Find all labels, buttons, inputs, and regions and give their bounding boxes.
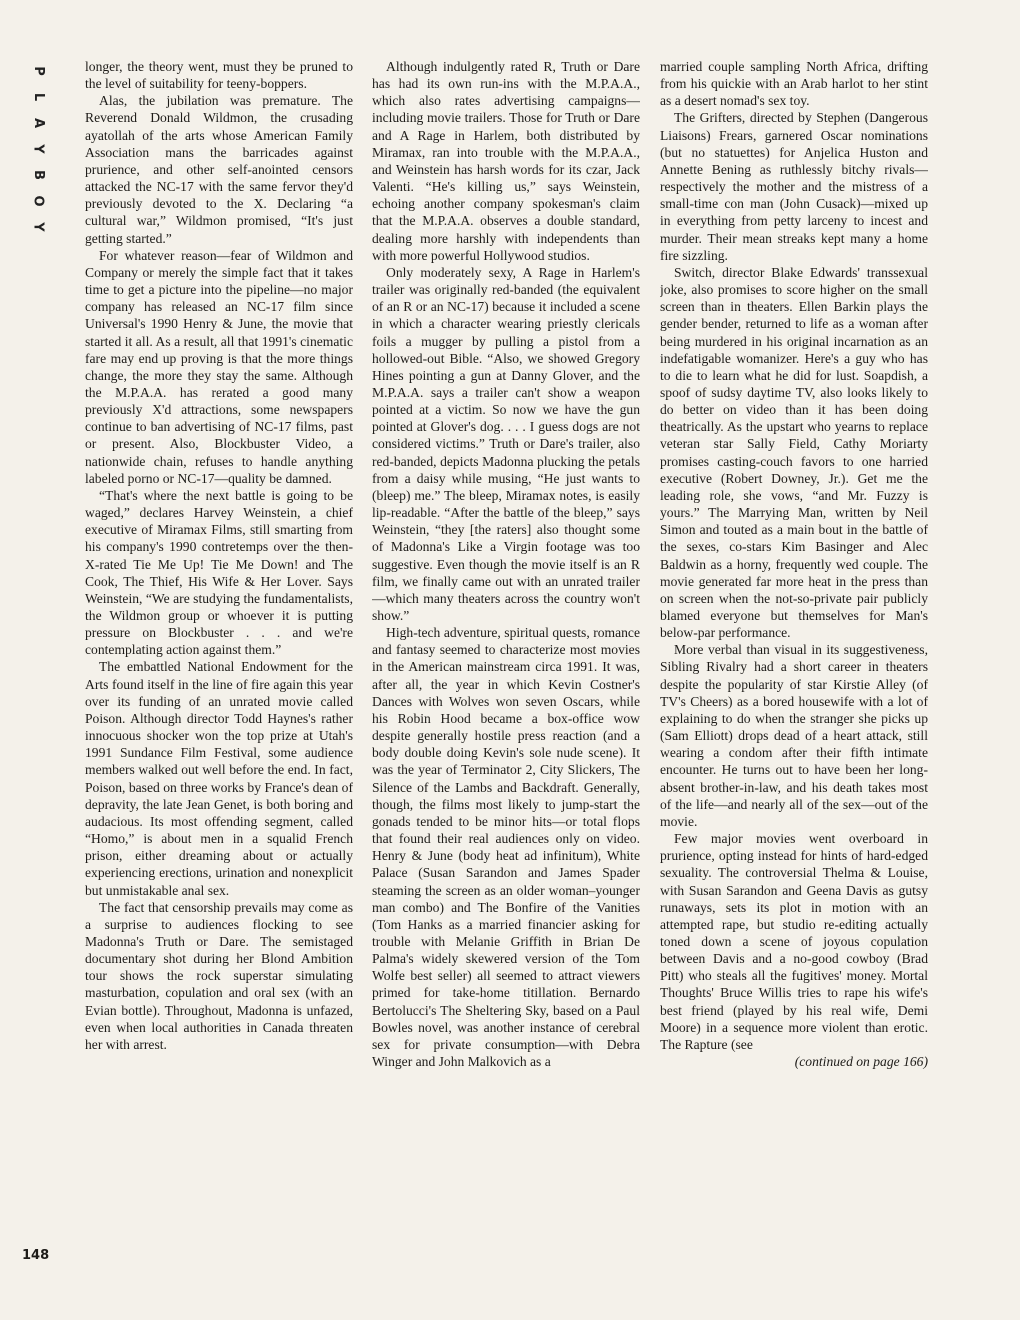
paragraph: Alas, the jubilation was premature. The Reverend Donald Wildmon, the crusading ayatollah of the arts whose American Family Association mans the barricades against prurience, and other self-anointed censors attacked the NC-17 with the same fervor they'd previously devoted to the X. Declaring “a cultural war,” Wildmon promised, “It's just getting started.”: [85, 93, 353, 246]
masthead-letter: L: [30, 92, 46, 102]
paragraph: High-tech adventure, spiritual quests, romance and fantasy seemed to characterize most movies in the American mainstream circa 1991. It was, after all, the year in which Kevin Costner's Dances with Wolves won seven Oscars, while his Robin Hood became a box-office wow despite generally hostile press reaction (and a body double doing Kevin's sole nude scene). It was the year of Terminator 2, City Slickers, The Silence of the Lambs and Backdraft. Generally, though, the films most likely to jump-start the gonads tended to be minor hits—or total flops that found their real audiences only on video. Henry & June (body heat ad infinitum), White Palace (Susan Sarandon and James Spader steaming the screen as an older woman–younger man combo) and The Bonfire of the Vanities (Tom Hanks as a married financier asking for trouble with Melanie Griffith in Brian De Palma's widely skewered version of the Tom Wolfe best seller) all seemed to attract viewers primed for take-home titillation. Bernardo Bertolucci's The Sheltering Sky, based on a Paul Bowles novel, was another instance of cerebral sex for private consumption—with Debra Winger and John Malkovich as a: [372, 625, 640, 1070]
text-column-3: [660, 58, 928, 1273]
paragraph: Only moderately sexy, A Rage in Harlem's trailer was originally red-banded (the equivalent of an R or an NC-17) because it included a scene in which a character wearing priestly clericals foils a mugger by pulling a pistol from a hollowed-out Bible. “Also, we showed Gregory Hines pointing a gun at Danny Glover, and the M.P.A.A. says a trailer can't show a weapon pointed at a victim. So now we have the gun pointed at Glover's dog. . . . I guess dogs are not considered victims.” Truth or Dare's trailer, also red-banded, depicts Madonna plucking the petals from a daisy while musing, “He just wants to (bleep) me.” The bleep, Miramax notes, is easily lip-readable. “After the battle of the bleep,” says Weinstein, “they [the raters] also thought some of Madonna's Like a Virgin footage was too suggestive. Even though the movie itself is an R film, we finally came out with an unrated trailer—which many theaters across the country won't show.”: [372, 264, 640, 623]
paragraph: For whatever reason—fear of Wildmon and Company or merely the simple fact that it takes time to get a picture into the pipeline—no major company has released an NC-17 film since Universal's 1990 Henry & June, the movie that started it all. As a result, all that 1991's cinematic fare may end up proving is that the more things change, the more they stay the same. Although the M.P.A.A. has rerated a good many previously X'd attractions, some newspapers continue to ban advertising of NC-17 films, past or present. Also, Blockbuster Video, a nationwide chain, refuses to handle anything labeled porno or NC-17—quality be damned.: [85, 247, 353, 486]
masthead-letter: Y: [30, 222, 46, 232]
paragraph: More verbal than visual in its suggestiveness, Sibling Rivalry had a short career in theaters despite the popularity of star Kirstie Alley (of TV's Cheers) as a bored housewife with a lot of explaining to do when the stranger she picks up (Sam Elliott) drops dead of a heart attack, still wearing a condom after their fifth intimate encounter. He turns out to have been her long-absent brother-in-law, and his death takes most of the life—and nearly all of the sex—out of the movie.: [660, 642, 928, 829]
paragraph: Although indulgently rated R, Truth or Dare has had its own run-ins with the M.P.A.A., which also rates advertising campaigns—including movie trailers. Those for Truth or Dare and A Rage in Harlem, both distributed by Miramax, ran into trouble with the M.P.A.A., and Weinstein has harsh words for its czar, Jack Valenti. “He's killing us,” says Weinstein, echoing another company spokesman's claim that the M.P.A.A. observes a double standard, dealing more harshly with independents than with more powerful Hollywood studios.: [372, 59, 640, 263]
paragraph: married couple sampling North Africa, drifting from his quickie with an Arab harlot to her stint as a desert nomad's sex toy.: [660, 59, 928, 109]
masthead-letter: A: [31, 117, 46, 129]
paragraph: longer, the theory went, must they be pruned to the level of suitability for teeny-boppers.: [85, 59, 353, 92]
masthead-letter: Y: [30, 144, 46, 154]
paragraph: (continued on page 166): [794, 1054, 928, 1070]
paragraph: The embattled National Endowment for the Arts found itself in the line of fire again this year over its funding of an unrated movie called Poison. Although director Todd Haynes's rather innocuous shocker won the top prize at Utah's 1991 Sundance Film Festival, some audience members walked out well before the end. In fact, Poison, based on three works by France's dean of depravity, the late Jean Genet, is both boring and audacious. Its most offending segment, called “Homo,” is about men in a squalid French prison, either dreaming about or actually experiencing erections, urination and nonexplicit but unmistakable anal sex.: [85, 659, 353, 898]
paragraph: “That's where the next battle is going to be waged,” declares Harvey Weinstein, a chief executive of Miramax Films, still smarting from his company's 1990 contretemps over the then-X-rated Tie Me Up! Tie Me Down! and The Cook, The Thief, His Wife & Her Lover. Says Weinstein, “We are studying the fundamentalists, the Wildmon group or whoever it is putting pressure on Blockbuster . . . and we're contemplating action against them.”: [85, 487, 353, 658]
paragraph: The fact that censorship prevails may come as a surprise to audiences flocking to see Madonna's Truth or Dare. The semistaged documentary shot during her Blond Ambition tour shows the rock superstar simulating masturbation, copulation and oral sex (with an Evian bottle). Throughout, Madonna is unfazed, even when local authorities in Canada threaten her with arrest.: [85, 899, 353, 1052]
text-column-1: [85, 58, 353, 1273]
masthead: [24, 58, 52, 240]
paragraph: The Grifters, directed by Stephen (Dangerous Liaisons) Frears, garnered Oscar nominations (but no statuettes) for Anjelica Huston and Annette Bening as ruthlessly bitchy rivals—respectively the mother and the mistress of a small-time con man (John Cusack)—mixed up in everything from petty larceny to incest and murder. Their mean streaks kept many a home fire sizzling.: [660, 110, 928, 263]
text-column-2: [372, 58, 640, 1273]
paragraph: Few major movies went overboard in prurience, opting instead for hints of hard-edged sexuality. The controversial Thelma & Louise, with Susan Sarandon and Geena Davis as gutsy runaways, sets its plot in motion with an attempted rape, but studio re-editing actually toned down a scene of joyous copulation between Davis and a no-good cowboy (Brad Pitt) who steals all the fugitives' money. Mortal Thoughts' Bruce Willis tries to rape his wife's best friend (played by his real wife, Demi Moore) in a sequence more violent than erotic. The Rapture (see: [660, 831, 928, 1052]
page-number: 148: [22, 1248, 50, 1263]
paragraph: Switch, director Blake Edwards' transsexual joke, also promises to score higher on the small screen than in theaters. Ellen Barkin plays the gender bender, returned to life as a woman after being murdered in his original incarnation as an indefatigable womanizer. Here's a guy who has to die to learn what he did for lust. Soapdish, a spoof of sudsy daytime TV, also looks likely to do better on video than it has been doing theatrically. As the upstart who yearns to replace veteran star Sally Field, Cathy Moriarty promises casting-couch favors to one harried executive (Robert Downey, Jr.). Get me the leading role, she vows, “and Mr. Fuzzy is yours.” The Marrying Man, written by Neil Simon and touted as a main bout in the battle of the sexes, co-stars Kim Basinger and Alec Baldwin as a horny, frequently wed couple. The movie generated far more heat in the press than on screen when the not-so-private pair publicly blamed everyone but themselves for Man's below-par performance.: [660, 264, 928, 641]
masthead-letter: B: [30, 170, 46, 180]
masthead-letter: P: [31, 66, 46, 76]
masthead-letter: O: [31, 195, 46, 207]
